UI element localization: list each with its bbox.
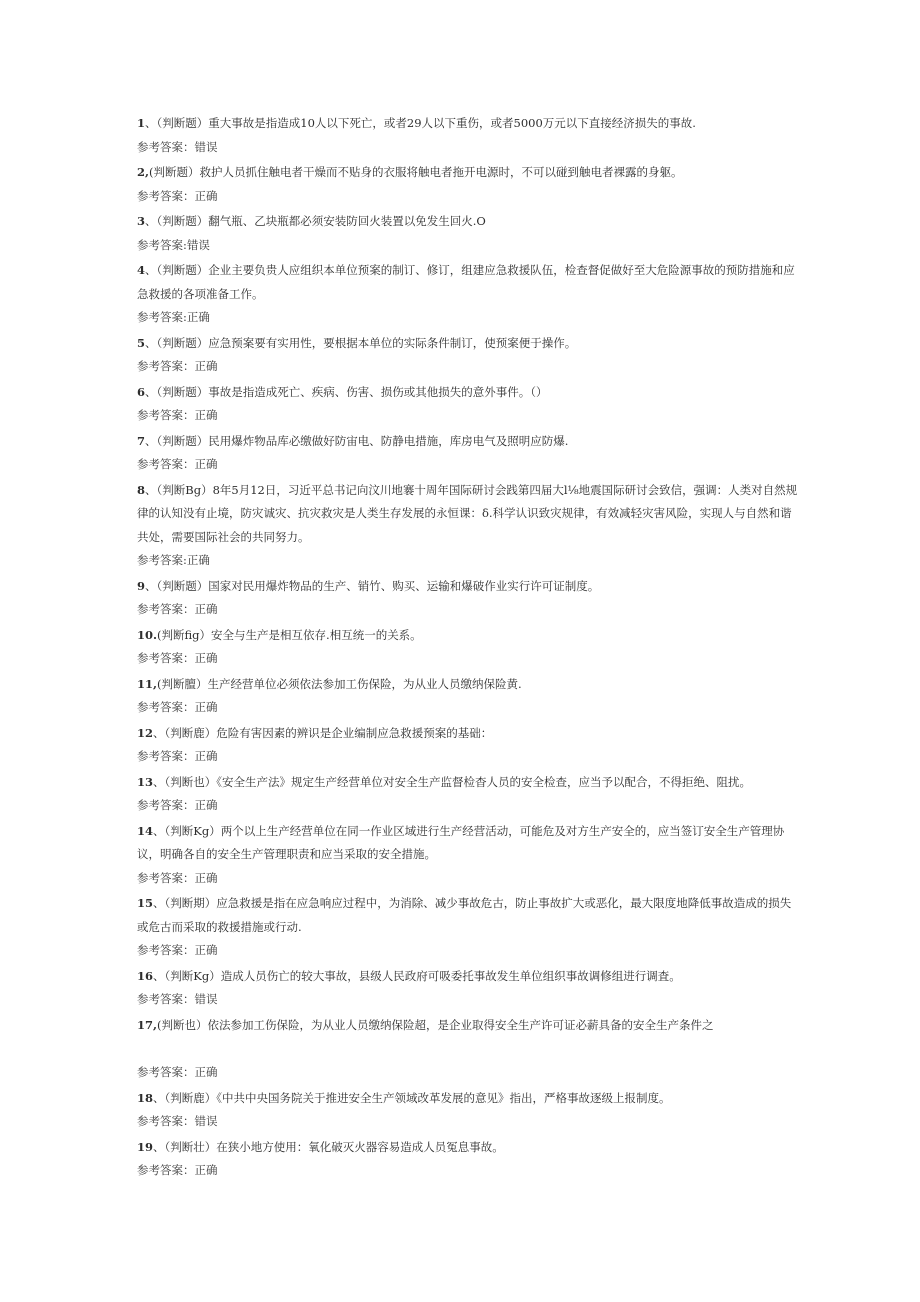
answer-line: 参考答案：正确 (137, 359, 218, 373)
question-body: （判断Kg）造成人员伤亡的较大事故，县级人民政府可吸委托事故发生单位组织事故调修组进行调査。 (164, 968, 681, 983)
question-number: 18 (137, 1090, 154, 1105)
question-number: 12 (137, 725, 154, 740)
question-text (137, 892, 800, 939)
question-text (137, 673, 800, 697)
question-text (137, 161, 800, 185)
answer-line: 参考答案：正确 (137, 943, 218, 957)
question-number: 9 (137, 578, 146, 593)
question-number: 19 (137, 1139, 154, 1154)
question-number: 11, (137, 676, 158, 691)
question-number: 15 (137, 896, 154, 910)
answer-line: 参考答案:正确 (137, 310, 210, 324)
question-separator: 、 (145, 263, 157, 277)
question-body: (判断膻）生产经营单位必须依法参加工伤保险，为从业人员缴纳保险黄. (157, 676, 522, 691)
question-body: (判断fig）安全与生产是相互依存.相互统一的关系。 (157, 627, 422, 642)
question-body: （判断也）《安全生产法》规定生产经营单位对安全生产监督检杳人员的安全检查，应当予以配合，不得拒绝、阻扰。 (164, 774, 752, 789)
question-separator: 、 (145, 482, 157, 497)
question-text (137, 624, 800, 648)
question-text (137, 722, 800, 746)
question-body: (判断也）依法参加工伤保险，为从业人员缴纳保险超，是企业取得安全生产许可证必薪具备的安全生产条件之 (157, 1017, 714, 1032)
question-text (137, 210, 800, 234)
question-separator: 、 (145, 214, 157, 228)
question-separator: 、 (145, 384, 157, 399)
question-separator: 、 (153, 896, 165, 910)
question-text (137, 112, 800, 136)
question-text (137, 479, 800, 550)
answer-line: 参考答案：正确 (137, 1163, 218, 1177)
answer-line: 参考答案：错误 (137, 1114, 218, 1128)
question-body: （判断鹿）《中共中央国务院关于推进安全生产领域改革发展的意见》指出，严格事故逐级上报制度。 (164, 1090, 671, 1105)
answer-line: 参考答案：正确 (137, 188, 218, 203)
question-separator: 、 (145, 116, 157, 130)
question-number: 1 (137, 116, 146, 130)
question-number: 5 (137, 335, 146, 350)
question-separator: 、 (153, 1090, 165, 1105)
question-number: 8 (137, 482, 146, 497)
question-separator: 、 (145, 578, 157, 593)
answer-line: 参考答案：正确 (137, 798, 218, 812)
answer-line: 参考答案：错误 (137, 139, 218, 154)
question-body: （判断题）国家对民用爆炸物品的生产、销竹、购买、运输和爆破作业实行许可证制度。 (156, 578, 600, 593)
question-body: （判断题）翻气瓶、乙块瓶都必须安装防回火装置以免发生回火.O (156, 214, 486, 228)
answer-line: 参考答案:错误 (137, 237, 210, 252)
answer-line: 参考答案：错误 (137, 992, 218, 1006)
question-text (137, 430, 800, 454)
blank-line (137, 1037, 800, 1061)
question-number: 10. (137, 627, 158, 642)
question-body: （判断题）民用爆炸物品库必缴做好防宙电、防静电措施，库房电气及照明应防爆. (156, 433, 569, 448)
question-text (137, 820, 800, 867)
question-number: 2, (137, 165, 150, 179)
question-separator: 、 (153, 774, 165, 789)
question-separator: 、 (153, 968, 165, 983)
question-body: (判断题）救护人员抓住触电者干燥而不贴身的衣服将触电者拖开电源时，不可以碰到触电者裸露的身躯。 (149, 165, 683, 179)
question-number: 7 (137, 433, 146, 448)
question-number: 3 (137, 214, 146, 228)
answer-line: 参考答案：正确 (137, 700, 218, 714)
question-text (137, 259, 800, 306)
question-body: （判断鹿）危险有害因素的辨识是企业编制应急救援预案的基础： (164, 725, 493, 740)
question-number: 13 (137, 774, 154, 789)
answer-line: 参考答案:正确 (137, 553, 210, 567)
question-separator: 、 (153, 823, 165, 838)
question-text (137, 332, 800, 356)
question-body: （判断期）应急救援是指在应急响应过程中，为消除、减少事故危古，防止事故扩大或恶化，最大限度地降低事故造成的损失或危古而采取的救援措施或行动. (137, 896, 792, 934)
question-body: （判断题）重大事故是指造成10人以下死亡，或者29人以下重伤，或者5000万元以下直接经济损失的事故. (156, 116, 696, 130)
answer-line: 参考答案：正确 (137, 602, 218, 616)
question-separator: 、 (145, 335, 157, 350)
answer-line: 参考答案：正确 (137, 1065, 218, 1079)
answer-line: 参考答案：正确 (137, 408, 218, 422)
question-text (137, 1087, 800, 1111)
question-separator: 、 (153, 725, 165, 740)
question-number: 14 (137, 823, 154, 838)
question-body: （判断Bg）8年5月12日，习近平总书记向汶川地褰十周年国际研讨会践第四届大l⅛地震国际研讨会致信，强调：人类对自然规律的认知没有止境，防灾诚灾、抗灾救灾是人类生存发展的永恒课：δ.科学认识致灾规律，有效减轻灾害风险，实现人与自然和谐共处，需要国际社会的共同努力。 (137, 482, 798, 544)
question-text (137, 381, 800, 405)
question-number: 4 (137, 263, 146, 277)
question-text (137, 771, 800, 795)
question-text (137, 1014, 800, 1038)
answer-line: 参考答案：正确 (137, 749, 218, 763)
question-body: （判断题）事故是指造成死亡、疾病、伤害、损伤或其他损失的意外事件。（） (156, 384, 548, 399)
question-separator: 、 (145, 433, 157, 448)
answer-line: 参考答案：正确 (137, 457, 218, 471)
question-number: 16 (137, 968, 154, 983)
question-body: （判断题）企业主要负贵人应组织本单位预案的制订、修订，组建应急救援队伍，检查督促做好至大危险源事故的预防措施和应急救援的各项准备工作。 (137, 263, 795, 301)
answer-line: 参考答案：正确 (137, 870, 218, 885)
question-number: 17, (137, 1017, 158, 1032)
question-number: 6 (137, 384, 146, 399)
question-separator: 、 (153, 1139, 165, 1154)
question-body: （判断Kg）两个以上生产经营单位在同一作业区域进行生产经营活动，可能危及对方生产安全的，应当签订安全生产管理协议，明确各自的安全生产管理职责和应当采取的安全措施。 (137, 823, 785, 861)
question-body: （判断壮）在狭小地方使用：氧化破灭火器容易造成人员冤息事故。 (164, 1139, 504, 1154)
question-text (137, 575, 800, 599)
answer-line: 参考答案：正确 (137, 651, 218, 665)
question-body: （判断题）应急预案要有实用性，要根据本单位的实际条件制订，使预案便于操作。 (156, 335, 577, 350)
question-text (137, 965, 800, 989)
question-text (137, 1136, 800, 1160)
